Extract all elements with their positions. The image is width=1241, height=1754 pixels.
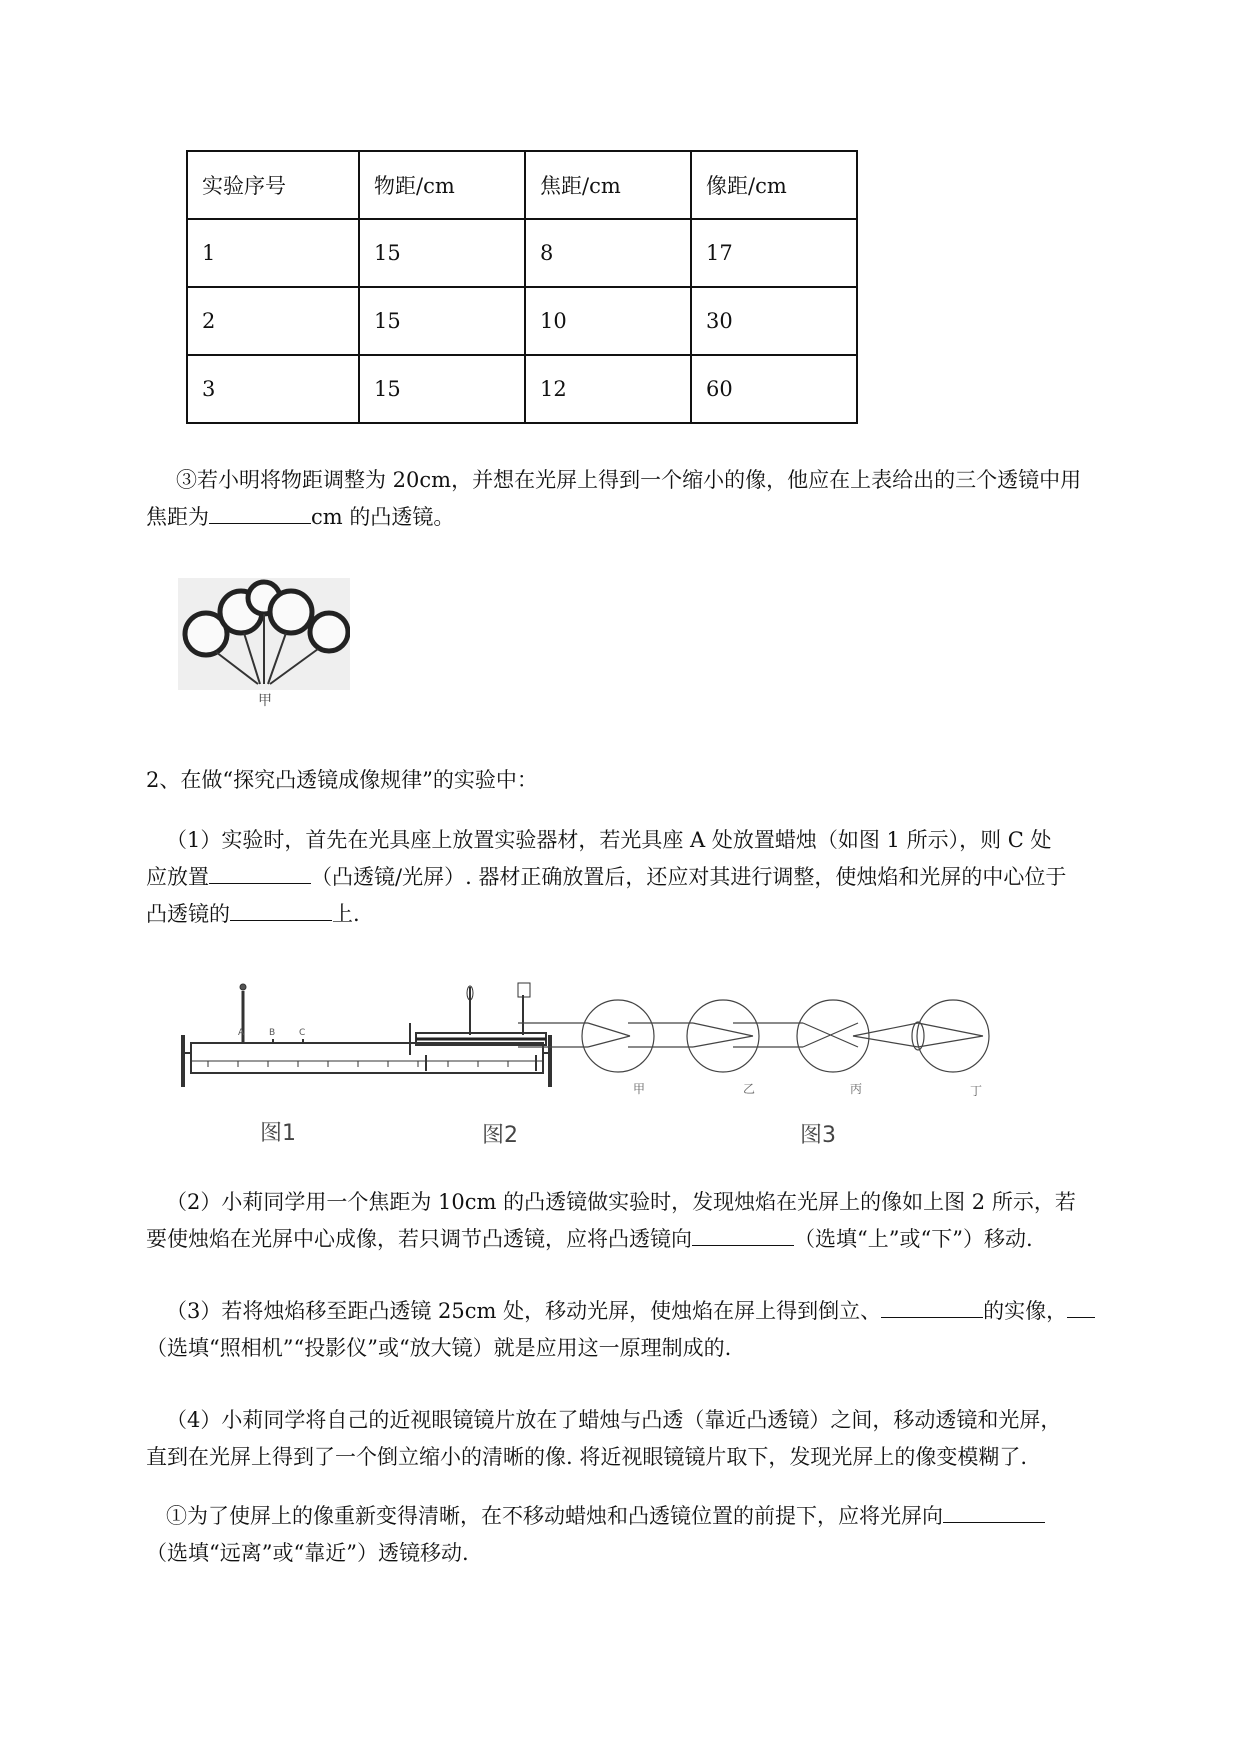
answer-blank[interactable] — [943, 1502, 1045, 1523]
answer-blank[interactable] — [1067, 1297, 1095, 1318]
problem-2-part3-line2: （选填“照相机”“投影仪”或“放大镜）就是应用这一原理制成的. — [146, 1336, 732, 1360]
answer-blank[interactable] — [209, 503, 311, 524]
table-cell: 15 — [359, 287, 525, 355]
figure-caption: 甲 — [258, 693, 272, 709]
problem-2-part4-line2: 直到在光屏上得到了一个倒立缩小的清晰的像. 将近视眼镜镜片取下，发现光屏上的像变模糊了. — [146, 1445, 1028, 1469]
table-cell: 12 — [525, 355, 691, 423]
table-header: 像距/cm — [691, 151, 857, 219]
table-header: 焦距/cm — [525, 151, 691, 219]
answer-blank[interactable] — [881, 1297, 983, 1318]
problem-2-part1-line2 — [146, 859, 1146, 896]
text: （凸透镜/光屏）. 器材正确放置后，还应对其进行调整，使烛焰和光屏的中心位于 — [311, 865, 1067, 889]
table-cell: 3 — [187, 355, 359, 423]
problem-2-part1-line3 — [146, 896, 1146, 933]
ruler-label-b: B — [269, 1028, 276, 1038]
table-cell: 60 — [691, 355, 857, 423]
optics-figures — [178, 975, 998, 1145]
problem-2-part4-line1: （4）小莉同学将自己的近视眼镜镜片放在了蜡烛与凸透（靠近凸透镜）之间，移动透镜和光屏， — [166, 1408, 1062, 1432]
answer-blank[interactable] — [230, 900, 332, 921]
text: 要使烛焰在光屏中心成像，若只调节凸透镜，应将凸透镜向 — [146, 1227, 692, 1251]
figure-1-caption: 图1 — [260, 1121, 296, 1146]
candle-lens-screen-figure — [410, 983, 546, 1071]
problem-2-part1-line1: （1）实验时，首先在光具座上放置实验器材，若光具座 A 处放置蜡烛（如图 1 所示），则 C 处 — [166, 828, 1052, 852]
text: 上. — [332, 902, 360, 926]
table-header: 物距/cm — [359, 151, 525, 219]
problem-2-part4-sub-line1 — [166, 1498, 1166, 1535]
experiment-table — [186, 150, 858, 424]
figure-3-caption: 图3 — [800, 1123, 836, 1148]
sub-label-yi: 乙 — [743, 1082, 756, 1096]
problem-2-part4-sub-line2: （选填“远离”或“靠近”）透镜移动. — [146, 1541, 469, 1565]
ruler-label-c: C — [299, 1028, 306, 1038]
text: （3）若将烛焰移至距凸透镜 25cm 处，移动光屏，使烛焰在屏上得到倒立、 — [166, 1299, 882, 1323]
problem-2-title: 2、在做“探究凸透镜成像规律”的实验中： — [146, 768, 538, 792]
table-row — [187, 219, 857, 287]
sub-label-bing: 丙 — [850, 1082, 863, 1096]
ruler-label-a: A — [238, 1028, 245, 1038]
table-cell: 8 — [525, 219, 691, 287]
question-3-line1: ③若小明将物距调整为 20cm，并想在光屏上得到一个缩小的像，他应在上表给出的三个透镜中用 — [176, 468, 1082, 492]
figure-2-caption: 图2 — [482, 1123, 518, 1148]
sub-label-jia: 甲 — [633, 1082, 646, 1096]
eye-diagrams — [518, 1000, 989, 1072]
table-cell: 1 — [187, 219, 359, 287]
sub-label-ding: 丁 — [970, 1084, 983, 1098]
answer-blank[interactable] — [209, 863, 311, 884]
question-3-line2 — [146, 499, 1146, 536]
table-header-row — [187, 151, 857, 219]
text: 凸透镜的 — [146, 902, 230, 926]
problem-2-part2-line1: （2）小莉同学用一个焦距为 10cm 的凸透镜做实验时，发现烛焰在光屏上的像如上图 2 所示，若 — [166, 1190, 1076, 1214]
table-row — [187, 287, 857, 355]
text: ①为了使屏上的像重新变得清晰，在不移动蜡烛和凸透镜位置的前提下，应将光屏向 — [166, 1504, 943, 1528]
table-cell: 15 — [359, 219, 525, 287]
table-row — [187, 355, 857, 423]
table-cell: 2 — [187, 287, 359, 355]
table-cell: 15 — [359, 355, 525, 423]
answer-blank[interactable] — [692, 1225, 794, 1246]
text: 的实像， — [983, 1299, 1068, 1323]
text: （选填“上”或“下”）移动. — [794, 1227, 1033, 1251]
table-cell: 30 — [691, 287, 857, 355]
table-header: 实验序号 — [187, 151, 359, 219]
magnifying-glasses-figure — [178, 578, 350, 690]
problem-2-part3-line1 — [166, 1293, 1156, 1330]
table-cell: 10 — [525, 287, 691, 355]
text: 焦距为 — [146, 505, 209, 529]
table-cell: 17 — [691, 219, 857, 287]
problem-2-part2-line2 — [146, 1221, 1146, 1258]
text: 应放置 — [146, 865, 209, 889]
text: cm 的凸透镜。 — [311, 505, 455, 529]
